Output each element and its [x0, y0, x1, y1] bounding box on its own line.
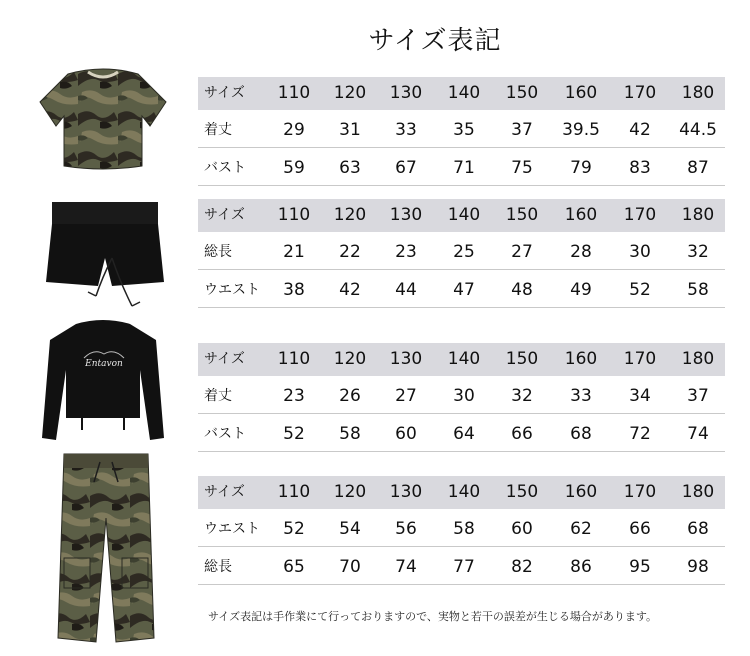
table-cell: 27 [395, 386, 417, 406]
table-cell: 170 [623, 482, 657, 502]
table-cell: 70 [339, 557, 361, 577]
camo-crop-tshirt-image [38, 66, 168, 176]
table-cell: 63 [339, 158, 361, 178]
table-cell: 21 [283, 242, 305, 262]
table-cell: 58 [339, 424, 361, 444]
table-cell: 44 [395, 280, 417, 300]
table-cell: 110 [277, 349, 311, 369]
table-cell: 32 [687, 242, 709, 262]
table-cell: 52 [283, 519, 305, 539]
table-cell: 71 [453, 158, 475, 178]
row-label: バスト [204, 160, 246, 176]
table-cell: 170 [623, 83, 657, 103]
row-label: サイズ [204, 85, 245, 101]
table-cell: 130 [389, 482, 423, 502]
table-cell: 27 [511, 242, 533, 262]
table-cell: 42 [629, 120, 651, 140]
table-cell: 39.5 [562, 120, 600, 140]
table-cell: 150 [505, 83, 539, 103]
table-cell: 31 [339, 120, 361, 140]
table-cell: 68 [570, 424, 592, 444]
table-cell: 66 [511, 424, 533, 444]
table-cell: 60 [395, 424, 417, 444]
row-label: 総長 [204, 559, 232, 575]
table-cell: 42 [339, 280, 361, 300]
table-cell: 140 [447, 482, 481, 502]
black-crop-sweatshirt-image [38, 318, 168, 448]
table-cell: 33 [570, 386, 592, 406]
table-cell: 95 [629, 557, 651, 577]
table-cell: 56 [395, 519, 417, 539]
size-table-sweatshirt [198, 343, 725, 452]
row-label: 着丈 [204, 122, 232, 138]
table-cell: 44.5 [679, 120, 717, 140]
table-cell: 62 [570, 519, 592, 539]
table-cell: 82 [511, 557, 533, 577]
row-label: ウエスト [204, 282, 260, 298]
row-label: サイズ [204, 484, 245, 500]
table-cell: 38 [283, 280, 305, 300]
table-cell: 150 [505, 482, 539, 502]
table-cell: 75 [511, 158, 533, 178]
table-cell: 52 [283, 424, 305, 444]
table-row [198, 513, 725, 547]
table-cell: 54 [339, 519, 361, 539]
table-cell: 160 [564, 205, 598, 225]
table-cell: 79 [570, 158, 592, 178]
table-cell: 60 [511, 519, 533, 539]
table-cell: 160 [564, 83, 598, 103]
table-cell: 35 [453, 120, 475, 140]
table-cell: 49 [570, 280, 592, 300]
table-header-row [198, 343, 725, 376]
table-cell: 28 [570, 242, 592, 262]
row-label: サイズ [204, 207, 245, 223]
table-cell: 67 [395, 158, 417, 178]
row-label: 総長 [204, 244, 232, 260]
table-cell: 37 [511, 120, 533, 140]
table-cell: 120 [333, 83, 367, 103]
table-header-row [198, 476, 725, 509]
table-row [198, 380, 725, 414]
table-cell: 33 [395, 120, 417, 140]
table-cell: 29 [283, 120, 305, 140]
table-cell: 180 [681, 83, 715, 103]
table-cell: 170 [623, 349, 657, 369]
table-row [198, 274, 725, 308]
table-cell: 180 [681, 482, 715, 502]
table-header-row [198, 199, 725, 232]
table-cell: 66 [629, 519, 651, 539]
page-title: サイズ表記 [368, 26, 502, 56]
table-cell: 59 [283, 158, 305, 178]
table-cell: 37 [687, 386, 709, 406]
table-cell: 140 [447, 349, 481, 369]
table-cell: 74 [395, 557, 417, 577]
table-cell: 32 [511, 386, 533, 406]
black-shorts-image [42, 198, 168, 310]
table-cell: 170 [623, 205, 657, 225]
table-row [198, 418, 725, 452]
table-cell: 160 [564, 349, 598, 369]
table-cell: 30 [453, 386, 475, 406]
table-cell: 64 [453, 424, 475, 444]
table-cell: 47 [453, 280, 475, 300]
table-cell: 48 [511, 280, 533, 300]
table-row [198, 551, 725, 585]
table-cell: 30 [629, 242, 651, 262]
table-cell: 22 [339, 242, 361, 262]
table-cell: 180 [681, 205, 715, 225]
row-label: ウエスト [204, 521, 260, 537]
table-cell: 130 [389, 205, 423, 225]
row-label: 着丈 [204, 388, 232, 404]
table-row [198, 152, 725, 186]
table-cell: 26 [339, 386, 361, 406]
table-cell: 74 [687, 424, 709, 444]
table-cell: 77 [453, 557, 475, 577]
sweatshirt-graphic-text: Entavon [85, 359, 123, 369]
table-cell: 120 [333, 482, 367, 502]
table-cell: 68 [687, 519, 709, 539]
table-cell: 150 [505, 349, 539, 369]
table-header-row [198, 77, 725, 110]
size-disclaimer-note: サイズ表記は手作業にて行っておりますので、実物と若干の誤差が生じる場合があります。 [208, 610, 658, 623]
size-table-tshirt [198, 77, 725, 186]
table-cell: 160 [564, 482, 598, 502]
table-cell: 23 [283, 386, 305, 406]
table-cell: 130 [389, 83, 423, 103]
camo-cargo-pants-image [50, 448, 162, 644]
table-cell: 72 [629, 424, 651, 444]
size-table-pants [198, 476, 725, 585]
table-cell: 130 [389, 349, 423, 369]
table-cell: 140 [447, 83, 481, 103]
size-table-shorts [198, 199, 725, 308]
table-cell: 65 [283, 557, 305, 577]
table-cell: 34 [629, 386, 651, 406]
table-cell: 180 [681, 349, 715, 369]
table-cell: 87 [687, 158, 709, 178]
table-cell: 120 [333, 205, 367, 225]
table-cell: 150 [505, 205, 539, 225]
table-cell: 86 [570, 557, 592, 577]
table-cell: 23 [395, 242, 417, 262]
table-cell: 120 [333, 349, 367, 369]
table-cell: 58 [687, 280, 709, 300]
table-cell: 140 [447, 205, 481, 225]
row-label: バスト [204, 426, 246, 442]
table-cell: 110 [277, 205, 311, 225]
table-cell: 52 [629, 280, 651, 300]
table-cell: 58 [453, 519, 475, 539]
table-row [198, 114, 725, 148]
table-cell: 110 [277, 482, 311, 502]
table-cell: 25 [453, 242, 475, 262]
table-cell: 110 [277, 83, 311, 103]
row-label: サイズ [204, 351, 245, 367]
table-cell: 83 [629, 158, 651, 178]
table-cell: 98 [687, 557, 709, 577]
table-row [198, 236, 725, 270]
